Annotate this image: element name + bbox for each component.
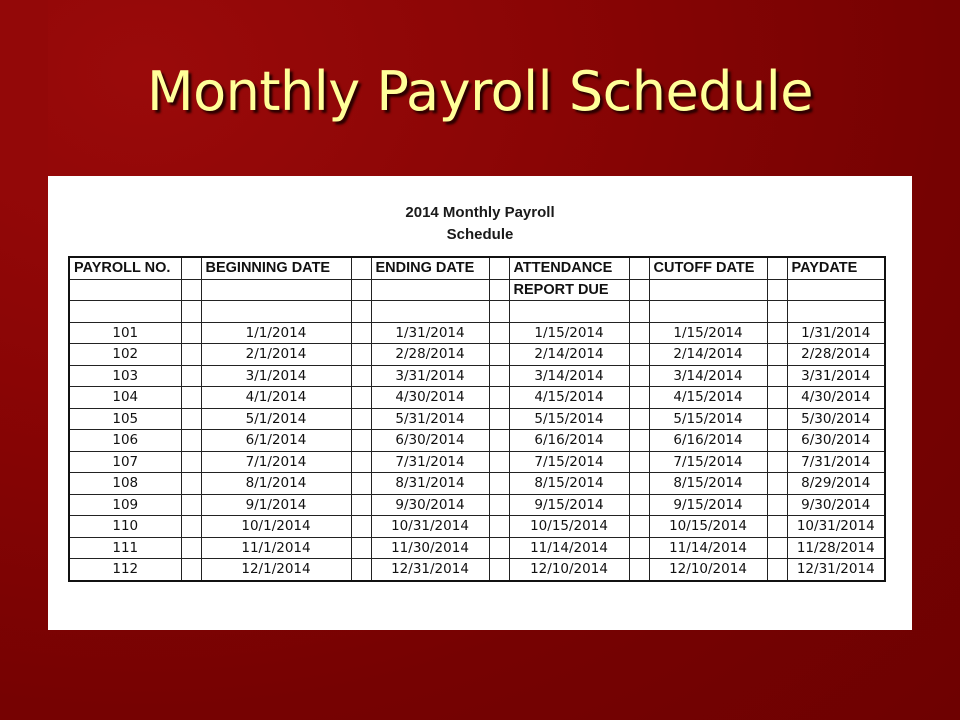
table-blank-row <box>69 301 885 323</box>
ending-date-cell: 7/31/2014 <box>371 451 489 473</box>
spacer-cell <box>489 365 509 387</box>
spacer-cell <box>629 451 649 473</box>
payroll-no-cell: 104 <box>69 387 181 409</box>
ending-date-cell: 9/30/2014 <box>371 494 489 516</box>
spacer-cell <box>181 257 201 279</box>
empty-cell <box>201 301 351 323</box>
ending-date-cell: 6/30/2014 <box>371 430 489 452</box>
spacer-cell <box>489 516 509 538</box>
empty-cell <box>649 279 767 301</box>
beginning-date-cell: 6/1/2014 <box>201 430 351 452</box>
beginning-date-cell: 10/1/2014 <box>201 516 351 538</box>
spacer-cell <box>181 451 201 473</box>
spacer-cell <box>181 559 201 581</box>
cutoff-date-cell: 1/15/2014 <box>649 322 767 344</box>
spacer-cell <box>629 537 649 559</box>
empty-cell <box>787 279 885 301</box>
spacer-cell <box>351 257 371 279</box>
spacer-cell <box>629 516 649 538</box>
spacer-cell <box>767 387 787 409</box>
paydate-cell: 8/29/2014 <box>787 473 885 495</box>
paydate-cell: 11/28/2014 <box>787 537 885 559</box>
ending-date-cell: 8/31/2014 <box>371 473 489 495</box>
table-row <box>69 559 885 581</box>
payroll-no-cell: 106 <box>69 430 181 452</box>
table-row <box>69 365 885 387</box>
header-cutoff-date: CUTOFF DATE <box>649 257 767 279</box>
spacer-cell <box>767 451 787 473</box>
header-report-due: REPORT DUE <box>509 279 629 301</box>
cutoff-date-cell: 11/14/2014 <box>649 537 767 559</box>
spacer-cell <box>351 408 371 430</box>
empty-cell <box>69 279 181 301</box>
attendance-due-cell: 6/16/2014 <box>509 430 629 452</box>
spacer-cell <box>767 516 787 538</box>
empty-cell <box>787 301 885 323</box>
cutoff-date-cell: 9/15/2014 <box>649 494 767 516</box>
attendance-due-cell: 2/14/2014 <box>509 344 629 366</box>
ending-date-cell: 3/31/2014 <box>371 365 489 387</box>
payroll-no-cell: 107 <box>69 451 181 473</box>
spacer-cell <box>351 559 371 581</box>
spacer-cell <box>489 494 509 516</box>
ending-date-cell: 12/31/2014 <box>371 559 489 581</box>
spacer-cell <box>629 344 649 366</box>
attendance-due-cell: 7/15/2014 <box>509 451 629 473</box>
spacer-cell <box>767 279 787 301</box>
beginning-date-cell: 5/1/2014 <box>201 408 351 430</box>
spacer-cell <box>181 365 201 387</box>
spacer-cell <box>629 473 649 495</box>
paydate-cell: 1/31/2014 <box>787 322 885 344</box>
payroll-schedule-table <box>68 256 886 582</box>
cutoff-date-cell: 2/14/2014 <box>649 344 767 366</box>
payroll-no-cell: 108 <box>69 473 181 495</box>
spacer-cell <box>767 365 787 387</box>
empty-cell <box>509 301 629 323</box>
spacer-cell <box>629 257 649 279</box>
spacer-cell <box>351 430 371 452</box>
cutoff-date-cell: 3/14/2014 <box>649 365 767 387</box>
attendance-due-cell: 1/15/2014 <box>509 322 629 344</box>
table-row <box>69 322 885 344</box>
ending-date-cell: 11/30/2014 <box>371 537 489 559</box>
cutoff-date-cell: 12/10/2014 <box>649 559 767 581</box>
spacer-cell <box>629 408 649 430</box>
paydate-cell: 9/30/2014 <box>787 494 885 516</box>
spacer-cell <box>181 322 201 344</box>
table-row <box>69 344 885 366</box>
paydate-cell: 6/30/2014 <box>787 430 885 452</box>
spacer-cell <box>629 365 649 387</box>
payroll-no-cell: 101 <box>69 322 181 344</box>
spacer-cell <box>351 301 371 323</box>
table-row <box>69 516 885 538</box>
spacer-cell <box>351 322 371 344</box>
table-row <box>69 408 885 430</box>
spacer-cell <box>489 451 509 473</box>
attendance-due-cell: 12/10/2014 <box>509 559 629 581</box>
spacer-cell <box>629 322 649 344</box>
spacer-cell <box>181 344 201 366</box>
cutoff-date-cell: 8/15/2014 <box>649 473 767 495</box>
spacer-cell <box>629 494 649 516</box>
spacer-cell <box>489 387 509 409</box>
beginning-date-cell: 4/1/2014 <box>201 387 351 409</box>
ending-date-cell: 10/31/2014 <box>371 516 489 538</box>
spacer-cell <box>767 322 787 344</box>
slide-title: Monthly Payroll Schedule <box>147 60 813 123</box>
spacer-cell <box>489 322 509 344</box>
paydate-cell: 5/30/2014 <box>787 408 885 430</box>
paydate-cell: 3/31/2014 <box>787 365 885 387</box>
attendance-due-cell: 9/15/2014 <box>509 494 629 516</box>
spacer-cell <box>181 387 201 409</box>
spacer-cell <box>489 344 509 366</box>
spacer-cell <box>181 516 201 538</box>
empty-cell <box>69 301 181 323</box>
attendance-due-cell: 3/14/2014 <box>509 365 629 387</box>
spacer-cell <box>181 279 201 301</box>
table-header-row-2 <box>69 279 885 301</box>
empty-cell <box>371 279 489 301</box>
spacer-cell <box>181 537 201 559</box>
beginning-date-cell: 7/1/2014 <box>201 451 351 473</box>
spacer-cell <box>181 494 201 516</box>
beginning-date-cell: 12/1/2014 <box>201 559 351 581</box>
spacer-cell <box>351 279 371 301</box>
spacer-cell <box>351 387 371 409</box>
spacer-cell <box>767 408 787 430</box>
spacer-cell <box>767 559 787 581</box>
spacer-cell <box>767 301 787 323</box>
cutoff-date-cell: 4/15/2014 <box>649 387 767 409</box>
spacer-cell <box>767 430 787 452</box>
cutoff-date-cell: 5/15/2014 <box>649 408 767 430</box>
ending-date-cell: 1/31/2014 <box>371 322 489 344</box>
paydate-cell: 4/30/2014 <box>787 387 885 409</box>
attendance-due-cell: 8/15/2014 <box>509 473 629 495</box>
schedule-document-image <box>48 176 912 630</box>
header-payroll-no: PAYROLL NO. <box>69 257 181 279</box>
spacer-cell <box>629 559 649 581</box>
document-title <box>48 202 912 246</box>
empty-cell <box>371 301 489 323</box>
spacer-cell <box>489 559 509 581</box>
empty-cell <box>649 301 767 323</box>
spacer-cell <box>351 537 371 559</box>
header-ending-date: ENDING DATE <box>371 257 489 279</box>
spacer-cell <box>351 365 371 387</box>
attendance-due-cell: 4/15/2014 <box>509 387 629 409</box>
spacer-cell <box>767 344 787 366</box>
header-attendance: ATTENDANCE <box>509 257 629 279</box>
beginning-date-cell: 1/1/2014 <box>201 322 351 344</box>
payroll-no-cell: 102 <box>69 344 181 366</box>
spacer-cell <box>489 473 509 495</box>
spacer-cell <box>767 494 787 516</box>
ending-date-cell: 4/30/2014 <box>371 387 489 409</box>
spacer-cell <box>489 301 509 323</box>
table-row <box>69 537 885 559</box>
beginning-date-cell: 2/1/2014 <box>201 344 351 366</box>
paydate-cell: 12/31/2014 <box>787 559 885 581</box>
table-header-row <box>69 257 885 279</box>
cutoff-date-cell: 10/15/2014 <box>649 516 767 538</box>
table-row <box>69 387 885 409</box>
beginning-date-cell: 11/1/2014 <box>201 537 351 559</box>
spacer-cell <box>489 279 509 301</box>
spacer-cell <box>629 430 649 452</box>
document-title-line2: Schedule <box>446 226 514 243</box>
spacer-cell <box>351 344 371 366</box>
spacer-cell <box>181 473 201 495</box>
spacer-cell <box>629 301 649 323</box>
spacer-cell <box>351 473 371 495</box>
paydate-cell: 2/28/2014 <box>787 344 885 366</box>
beginning-date-cell: 3/1/2014 <box>201 365 351 387</box>
payroll-no-cell: 110 <box>69 516 181 538</box>
spacer-cell <box>489 408 509 430</box>
table-row <box>69 494 885 516</box>
document-title-line1: 2014 Monthly Payroll <box>405 204 555 221</box>
spacer-cell <box>181 301 201 323</box>
spacer-cell <box>489 537 509 559</box>
spacer-cell <box>181 408 201 430</box>
empty-cell <box>201 279 351 301</box>
table-row <box>69 430 885 452</box>
cutoff-date-cell: 6/16/2014 <box>649 430 767 452</box>
beginning-date-cell: 8/1/2014 <box>201 473 351 495</box>
attendance-due-cell: 11/14/2014 <box>509 537 629 559</box>
header-paydate: PAYDATE <box>787 257 885 279</box>
spacer-cell <box>351 451 371 473</box>
header-beginning-date: BEGINNING DATE <box>201 257 351 279</box>
paydate-cell: 7/31/2014 <box>787 451 885 473</box>
beginning-date-cell: 9/1/2014 <box>201 494 351 516</box>
spacer-cell <box>767 537 787 559</box>
spacer-cell <box>351 516 371 538</box>
table-row <box>69 473 885 495</box>
spacer-cell <box>629 279 649 301</box>
attendance-due-cell: 5/15/2014 <box>509 408 629 430</box>
payroll-no-cell: 103 <box>69 365 181 387</box>
payroll-no-cell: 105 <box>69 408 181 430</box>
attendance-due-cell: 10/15/2014 <box>509 516 629 538</box>
cutoff-date-cell: 7/15/2014 <box>649 451 767 473</box>
spacer-cell <box>767 473 787 495</box>
paydate-cell: 10/31/2014 <box>787 516 885 538</box>
spacer-cell <box>181 430 201 452</box>
table-row <box>69 451 885 473</box>
payroll-no-cell: 111 <box>69 537 181 559</box>
spacer-cell <box>489 430 509 452</box>
spacer-cell <box>351 494 371 516</box>
spacer-cell <box>767 257 787 279</box>
spacer-cell <box>629 387 649 409</box>
payroll-no-cell: 112 <box>69 559 181 581</box>
spacer-cell <box>489 257 509 279</box>
ending-date-cell: 2/28/2014 <box>371 344 489 366</box>
payroll-no-cell: 109 <box>69 494 181 516</box>
ending-date-cell: 5/31/2014 <box>371 408 489 430</box>
